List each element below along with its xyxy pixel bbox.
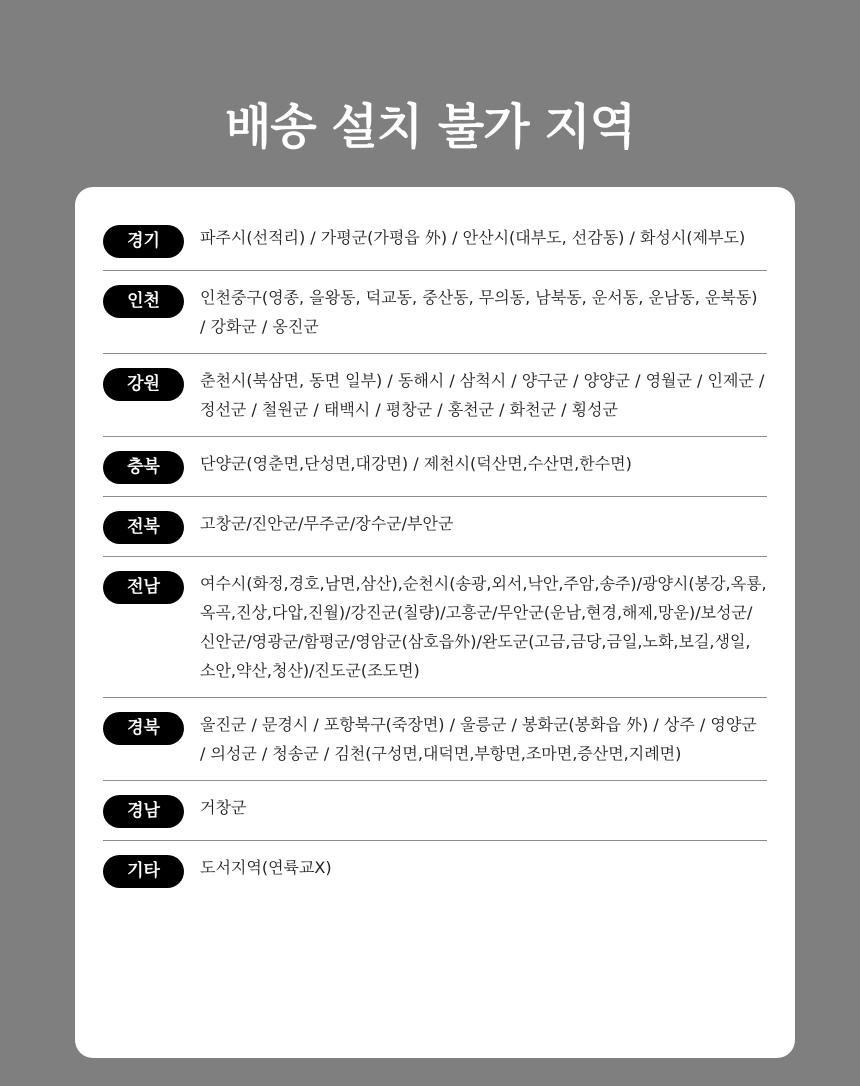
region-areas: 도서지역(연륙교X) [200,858,332,877]
region-row-jeonnam [103,557,767,698]
region-list [103,187,767,900]
region-badge: 충북 [103,451,184,484]
region-badge: 기타 [103,855,184,888]
region-badge: 경북 [103,712,184,745]
region-badge: 전남 [103,571,184,604]
region-row-incheon [103,271,767,354]
region-badge: 전북 [103,511,184,544]
page-title: 배송 설치 불가 지역 [224,99,636,155]
region-row-gyeonggi [103,213,767,271]
region-row-gyeongbuk [103,698,767,781]
region-badge: 강원 [103,368,184,401]
region-areas: 여수시(화정,경호,남면,삼산),순천시(송광,외서,낙안,주암,송주)/광양시(봉강,옥룡,옥곡,진상,다압,진월)/강진군(칠량)/고흥군/무안군(운남,현경,해제,망운)/보성군/신안군/영광군/함평군/영암군(삼호읍外)/완도군(고금,금당,금일,노화,보길,생일,소안,약산,청산)/진도군(조도면) [200,574,767,680]
region-row-jeonbuk [103,497,767,557]
region-row-etc [103,841,767,900]
region-areas: 인천중구(영종, 을왕동, 덕교동, 중산동, 무의동, 남북동, 운서동, 운남동, 운북동) / 강화군 / 옹진군 [200,288,758,336]
region-row-chungbuk [103,437,767,497]
region-row-gangwon [103,354,767,437]
region-badge: 경기 [103,225,184,258]
region-areas: 파주시(선적리) / 가평군(가평읍 外) / 안산시(대부도, 선감동) / 화성시(제부도) [200,228,746,247]
region-row-gyeongnam [103,781,767,841]
region-badge: 인천 [103,285,184,318]
region-badge: 경남 [103,795,184,828]
restricted-regions-card [75,187,795,1058]
region-areas: 춘천시(북삼면, 동면 일부) / 동해시 / 삼척시 / 양구군 / 양양군 / 영월군 / 인제군 / 정선군 / 철원군 / 태백시 / 평창군 / 홍천군 / 화천군 / 횡성군 [200,371,765,419]
region-areas: 단양군(영춘면,단성면,대강면) / 제천시(덕산면,수산면,한수면) [200,454,632,473]
region-areas: 고창군/진안군/무주군/장수군/부안군 [200,514,454,533]
region-areas: 거창군 [200,798,247,817]
region-areas: 울진군 / 문경시 / 포항북구(죽장면) / 울릉군 / 봉화군(봉화읍 外) / 상주 / 영양군 / 의성군 / 청송군 / 김천(구성면,대덕면,부항면,조마면,증산면,지례면) [200,715,757,763]
